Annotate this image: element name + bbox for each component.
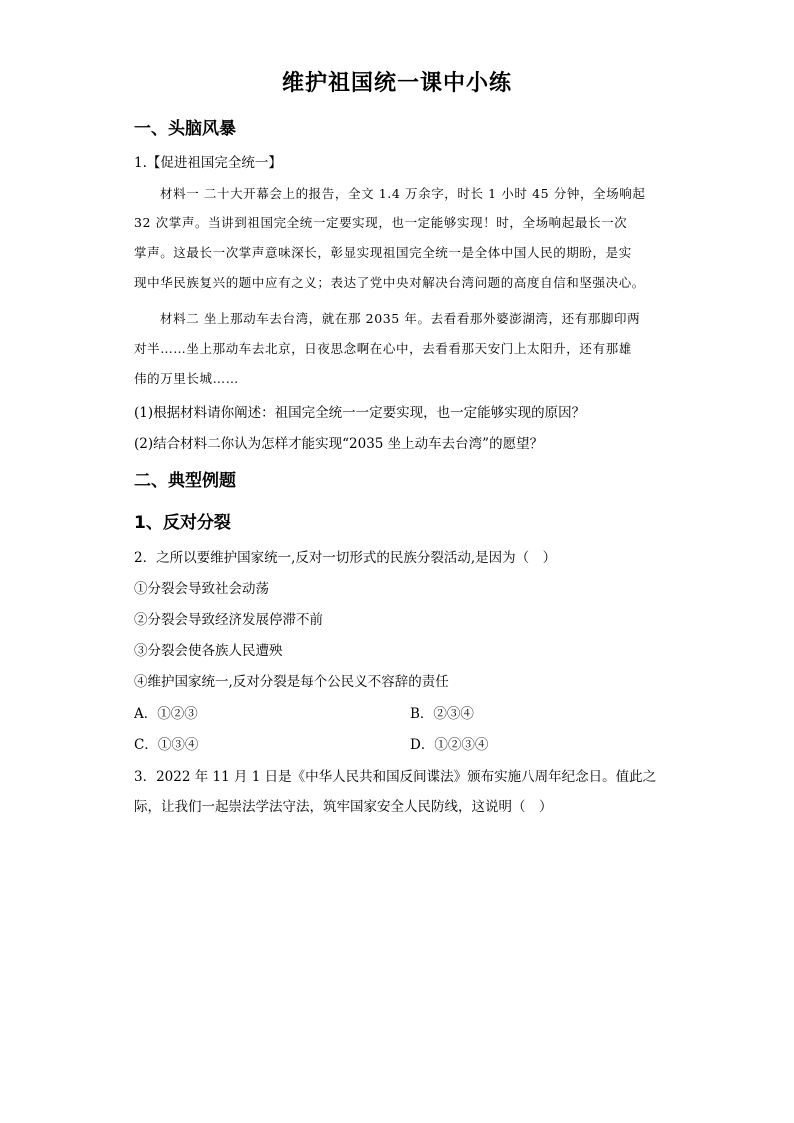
question-2-option-b: B．②③④ <box>410 706 474 722</box>
question-2-option-c: C．①③④ <box>134 737 199 753</box>
question-2-option-a: A．①②③ <box>134 706 198 722</box>
subsection-heading-oppose-separation: 1、反对分裂 <box>134 513 231 533</box>
question-3-line-1: 3．2022 年 11 月 1 日是《中华人民共和国反间谍法》颁布实施八周年纪念日。值此之 <box>134 769 657 785</box>
material-1-line-2: 32 次掌声。当讲到祖国完全统一定要实现，也一定能够实现！时，全场响起最长一次 <box>134 215 628 230</box>
material-2-line-3: 伟的万里长城…… <box>134 371 239 386</box>
page-title: 维护祖国统一课中小练 <box>281 71 512 96</box>
section-heading-examples: 二、典型例题 <box>134 471 236 491</box>
question-1-heading: 1.【促进祖国完全统一】 <box>134 155 282 171</box>
material-1-line-1: 材料一 二十大开幕会上的报告，全文 1.4 万余字，时长 1 小时 45 分钟，全场响起 <box>160 186 646 201</box>
question-2-item-4: ④维护国家统一,反对分裂是每个公民义不容辞的责任 <box>134 674 449 690</box>
material-1-line-4: 现中华民族复兴的题中应有之义；表达了党中央对解决台湾问题的高度自信和坚强决心。 <box>134 275 645 290</box>
section-heading-brainstorm: 一、头脑风暴 <box>134 119 236 139</box>
question-1-sub-2: (2)结合材料二你认为怎样才能实现“2035 坐上动车去台湾”的愿望？ <box>134 436 544 452</box>
question-2-item-2: ②分裂会导致经济发展停滞不前 <box>134 612 323 628</box>
material-2-line-1: 材料二 坐上那动车去台湾，就在那 2035 年。去看看那外婆澎湖湾，还有那脚印两 <box>160 311 641 326</box>
question-2-stem: 2．之所以要维护国家统一,反对一切形式的民族分裂活动,是因为（ ） <box>134 550 557 566</box>
question-2-item-1: ①分裂会导致社会动荡 <box>134 581 269 597</box>
question-3-line-2: 际，让我们一起崇法学法守法，筑牢国家安全人民防线，这说明（ ） <box>134 799 553 815</box>
material-2-line-2: 对半……坐上那动车去北京，日夜思念啊在心中，去看看那天安门上太阳升，还有那雄 <box>134 341 632 356</box>
question-2-option-d: D．①②③④ <box>410 737 489 753</box>
question-1-sub-1: (1)根据材料请你阐述：祖国完全统一一定要实现，也一定能够实现的原因？ <box>134 405 586 421</box>
question-2-item-3: ③分裂会使各族人民遭殃 <box>134 643 283 659</box>
material-1-line-3: 掌声。这最长一次掌声意味深长，彰显实现祖国完全统一是全体中国人民的期盼，是实 <box>134 245 632 260</box>
